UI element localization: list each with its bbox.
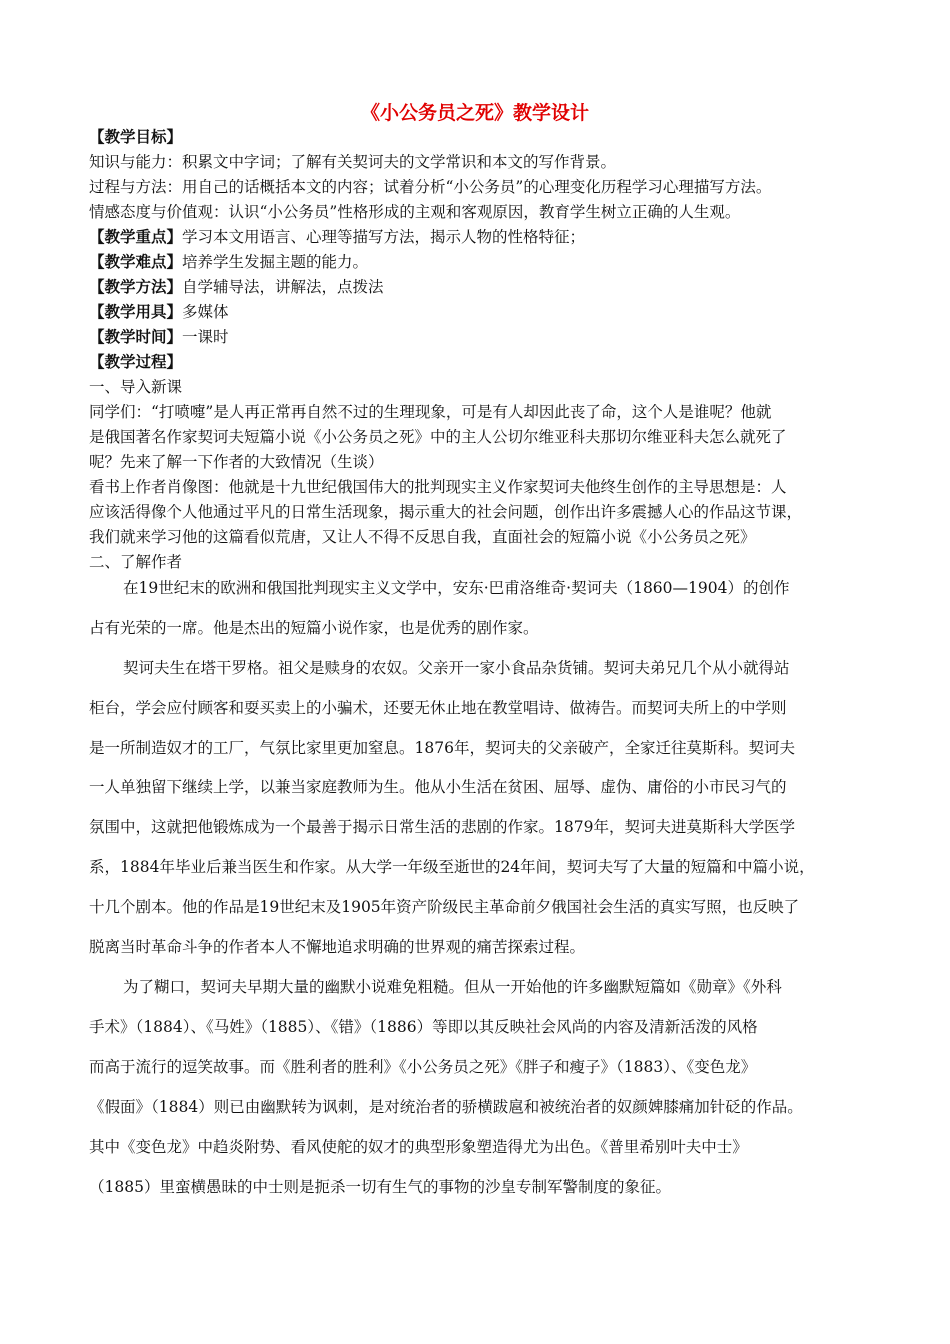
section2-p2-line: 是一所制造奴才的工厂，气氛比家里更加窒息。1876年，契诃夫的父亲破产，全家迁往莫斯科。契诃夫	[89, 739, 795, 757]
section1-line: 我们就来学习他的这篇看似荒唐，又让人不得不反思自我，直面社会的短篇小说《小公务员之死》	[89, 528, 756, 546]
section2-p1-line: 占有光荣的一席。他是杰出的短篇小说作家，也是优秀的剧作家。	[89, 619, 539, 637]
field-label: 【教学方法】	[89, 277, 183, 296]
field-label: 【教学用具】	[89, 302, 183, 321]
section2-p2-line: 系，1884年毕业后兼当医生和作家。从大学一年级至逝世的24年间，契诃夫写了大量的短篇和中篇小说，	[89, 858, 815, 876]
goal-knowledge: 知识与能力：积累文中字词；了解有关契诃夫的文学常识和本文的写作背景。	[89, 153, 617, 171]
field-tools	[89, 301, 869, 323]
section2-p2-line: 十几个剧本。他的作品是19世纪末及1905年资产阶级民主革命前夕俄国社会生活的真实写照，也反映了	[89, 898, 800, 916]
section2-p3-line: 《假面》（1884）则已由幽默转为讽刺，是对统治者的骄横跋扈和被统治者的奴颜婢膝痛加针砭的作品。	[89, 1098, 803, 1116]
field-key-points	[89, 226, 869, 248]
field-time	[89, 326, 869, 348]
section2-p3-line: 为了糊口，契诃夫早期大量的幽默小说难免粗糙。但从一开始他的许多幽默短篇如《勋章》《外科	[123, 978, 782, 996]
field-label: 【教学难点】	[89, 252, 183, 271]
field-label: 【教学时间】	[89, 327, 183, 346]
field-value: 一课时	[182, 328, 229, 346]
field-label: 【教学重点】	[89, 227, 183, 246]
section2-p1-line: 在19世纪末的欧洲和俄国批判现实主义文学中，安东·巴甫洛维奇·契诃夫（1860—1904）的创作	[123, 579, 790, 597]
goal-process: 过程与方法：用自己的话概括本文的内容；试着分析“小公务员”的心理变化历程学习心理描写方法。	[89, 178, 772, 196]
field-value: 自学辅导法，讲解法，点拨法	[182, 278, 384, 296]
goals-header: 【教学目标】	[89, 127, 183, 146]
field-value: 学习本文用语言、心理等描写方法，揭示人物的性格特征；	[182, 228, 586, 246]
section2-p3-line: 而高于流行的逗笑故事。而《胜利者的胜利》《小公务员之死》《胖子和瘦子》（1883）、《变色龙》	[89, 1058, 757, 1076]
section2-p2-line: 脱离当时革命斗争的作者本人不懈地追求明确的世界观的痛苦探索过程。	[89, 938, 586, 956]
section1-heading: 一、导入新课	[89, 378, 183, 396]
section1-line: 看书上作者肖像图：他就是十九世纪俄国伟大的批判现实主义作家契诃夫他终生创作的主导思想是：人	[89, 478, 787, 496]
section2-p3-line: （1885）里蛮横愚昧的中士则是扼杀一切有生气的事物的沙皇专制军警制度的象征。	[89, 1178, 671, 1196]
section2-p2-line: 柜台，学会应付顾客和耍买卖上的小骗术，还要无休止地在教堂唱诗、做祷告。而契诃夫所上的中学则	[89, 699, 787, 717]
section1-line: 是俄国著名作家契诃夫短篇小说《小公务员之死》中的主人公切尔维亚科夫那切尔维亚科夫怎么就死了	[89, 428, 787, 446]
field-difficulties	[89, 251, 869, 273]
goal-emotion: 情感态度与价值观：认识“小公务员”性格形成的主观和客观原因，教育学生树立正确的人生观。	[89, 203, 741, 221]
section1-line: 同学们：“打喷嚏”是人再正常再自然不过的生理现象，可是有人却因此丧了命，这个人是谁呢？他就	[89, 403, 772, 421]
field-methods	[89, 276, 869, 298]
section2-p3-line: 其中《变色龙》中趋炎附势、看风使舵的奴才的典型形象塑造得尤为出色。《普里希别叶夫中士》	[89, 1138, 748, 1156]
document-title: 《小公务员之死》教学设计	[360, 102, 589, 124]
section1-line: 呢？先来了解一下作者的大致情况（生谈）	[89, 453, 384, 471]
section2-p2-line: 氛围中，这就把他锻炼成为一个最善于揭示日常生活的悲剧的作家。1879年，契诃夫进莫斯科大学医学	[89, 818, 795, 836]
section1-line: 应该活得像个人他通过平凡的日常生活现象，揭示重大的社会问题，创作出许多震撼人心的作品这节课，	[89, 503, 803, 521]
process-header: 【教学过程】	[89, 352, 183, 371]
section2-heading: 二、了解作者	[89, 553, 183, 571]
field-value: 培养学生发掘主题的能力。	[182, 253, 369, 271]
section2-p3-line: 手术》（1884）、《马姓》（1885）、《错》（1886）等即以其反映社会风尚的内容及清新活泼的风格	[89, 1018, 758, 1036]
section2-p2-line: 契诃夫生在塔干罗格。祖父是赎身的农奴。父亲开一家小食品杂货铺。契诃夫弟兄几个从小就得站	[123, 659, 790, 677]
section2-p2-line: 一人单独留下继续上学，以兼当家庭教师为生。他从小生活在贫困、屈辱、虚伪、庸俗的小市民习气的	[89, 778, 787, 796]
field-value: 多媒体	[182, 303, 229, 321]
